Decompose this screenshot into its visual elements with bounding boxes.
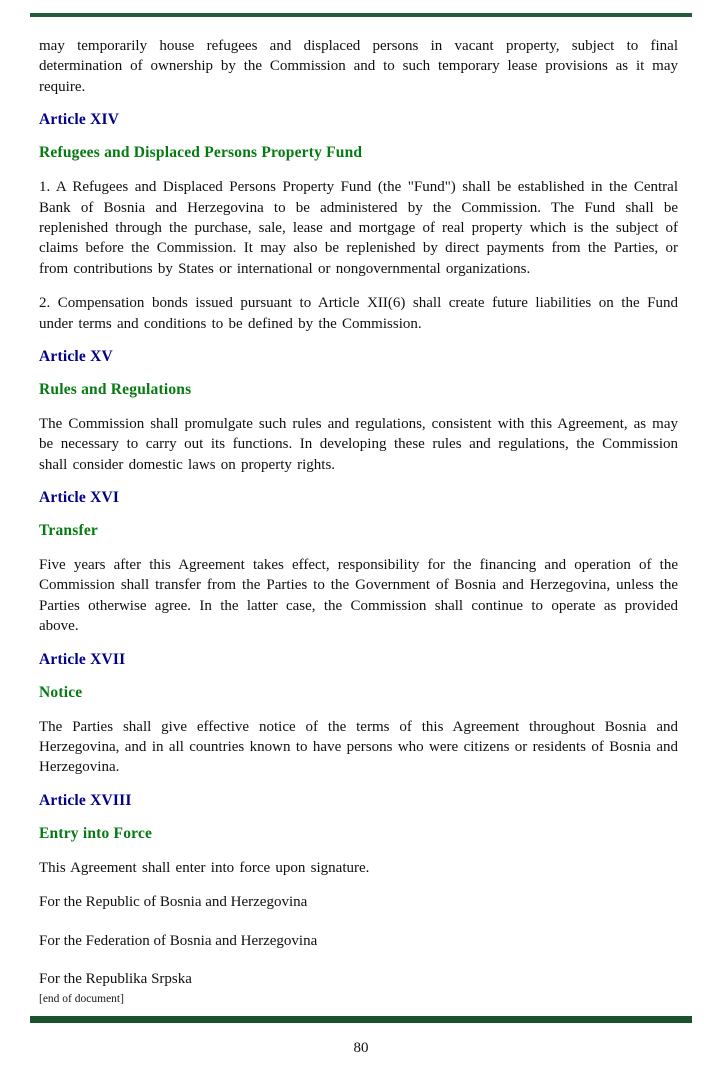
paragraph: Five years after this Agreement takes effect, responsibility for the financing and operation of the Commission shall transfer from the Parties to the Government of Bosnia and Herzegovina, unless the Parties otherwise agree. In the latter case, the Commission shall continue to operate as provided above. bbox=[39, 557, 678, 635]
paragraph: This Agreement shall enter into force upon signature. bbox=[39, 859, 370, 876]
section-heading-notice: Notice bbox=[39, 683, 83, 701]
end-of-document-note: [end of document] bbox=[39, 993, 124, 1005]
article-heading-xvii: Article XVII bbox=[39, 650, 126, 668]
signature-line-federation: For the Federation of Bosnia and Herzegovina bbox=[39, 932, 318, 949]
signature-line-republika-srpska: For the Republika Srpska bbox=[39, 970, 192, 987]
document-body bbox=[39, 36, 678, 1007]
section-heading-transfer: Transfer bbox=[39, 522, 98, 540]
section-heading-property-fund: Refugees and Displaced Persons Property Fund bbox=[39, 144, 363, 162]
paragraph: 2. Compensation bonds issued pursuant to Article XII(6) shall create future liabilities on the Fund under terms and conditions to be defined by the Commission. bbox=[39, 295, 678, 332]
paragraph-continuation: may temporarily house refugees and displaced persons in vacant property, subject to final determination of ownership by the Commission and to such temporary lease provisions as it may require. bbox=[39, 38, 678, 95]
article-heading-xv: Article XV bbox=[39, 347, 113, 365]
article-heading-xviii: Article XVIII bbox=[39, 791, 132, 809]
section-heading-entry-into-force: Entry into Force bbox=[39, 824, 153, 842]
article-heading-xiv: Article XIV bbox=[39, 111, 120, 129]
paragraph: The Commission shall promulgate such rules and regulations, consistent with this Agreement, as may be necessary to carry out its functions. In developing these rules and regulations, the Commission shall consider domestic laws on property rights. bbox=[39, 415, 678, 473]
paragraph: 1. A Refugees and Displaced Persons Property Fund (the "Fund") shall be established in the Central Bank of Bosnia and Herzegovina to be administered by the Commission. The Fund shall be replenished through the purchase, sale, lease and mortgage of real property which is the subject of claims before the Commission. It may also be replenished by direct payments from the Parties, or from contributions by States or international or nongovernmental organizations. bbox=[39, 179, 678, 277]
article-heading-xvi: Article XVI bbox=[39, 489, 120, 507]
paragraph: The Parties shall give effective notice of the terms of this Agreement throughout Bosnia and Herzegovina, and in all countries known to have persons who were citizens or residents of Bosnia and Herzegovina. bbox=[39, 718, 678, 776]
section-heading-rules-and-regulations: Rules and Regulations bbox=[39, 380, 192, 398]
signature-line-republic: For the Republic of Bosnia and Herzegovina bbox=[39, 894, 308, 911]
page-number: 80 bbox=[353, 1040, 369, 1056]
top-rule bbox=[30, 13, 692, 17]
bottom-rule bbox=[30, 1016, 692, 1023]
